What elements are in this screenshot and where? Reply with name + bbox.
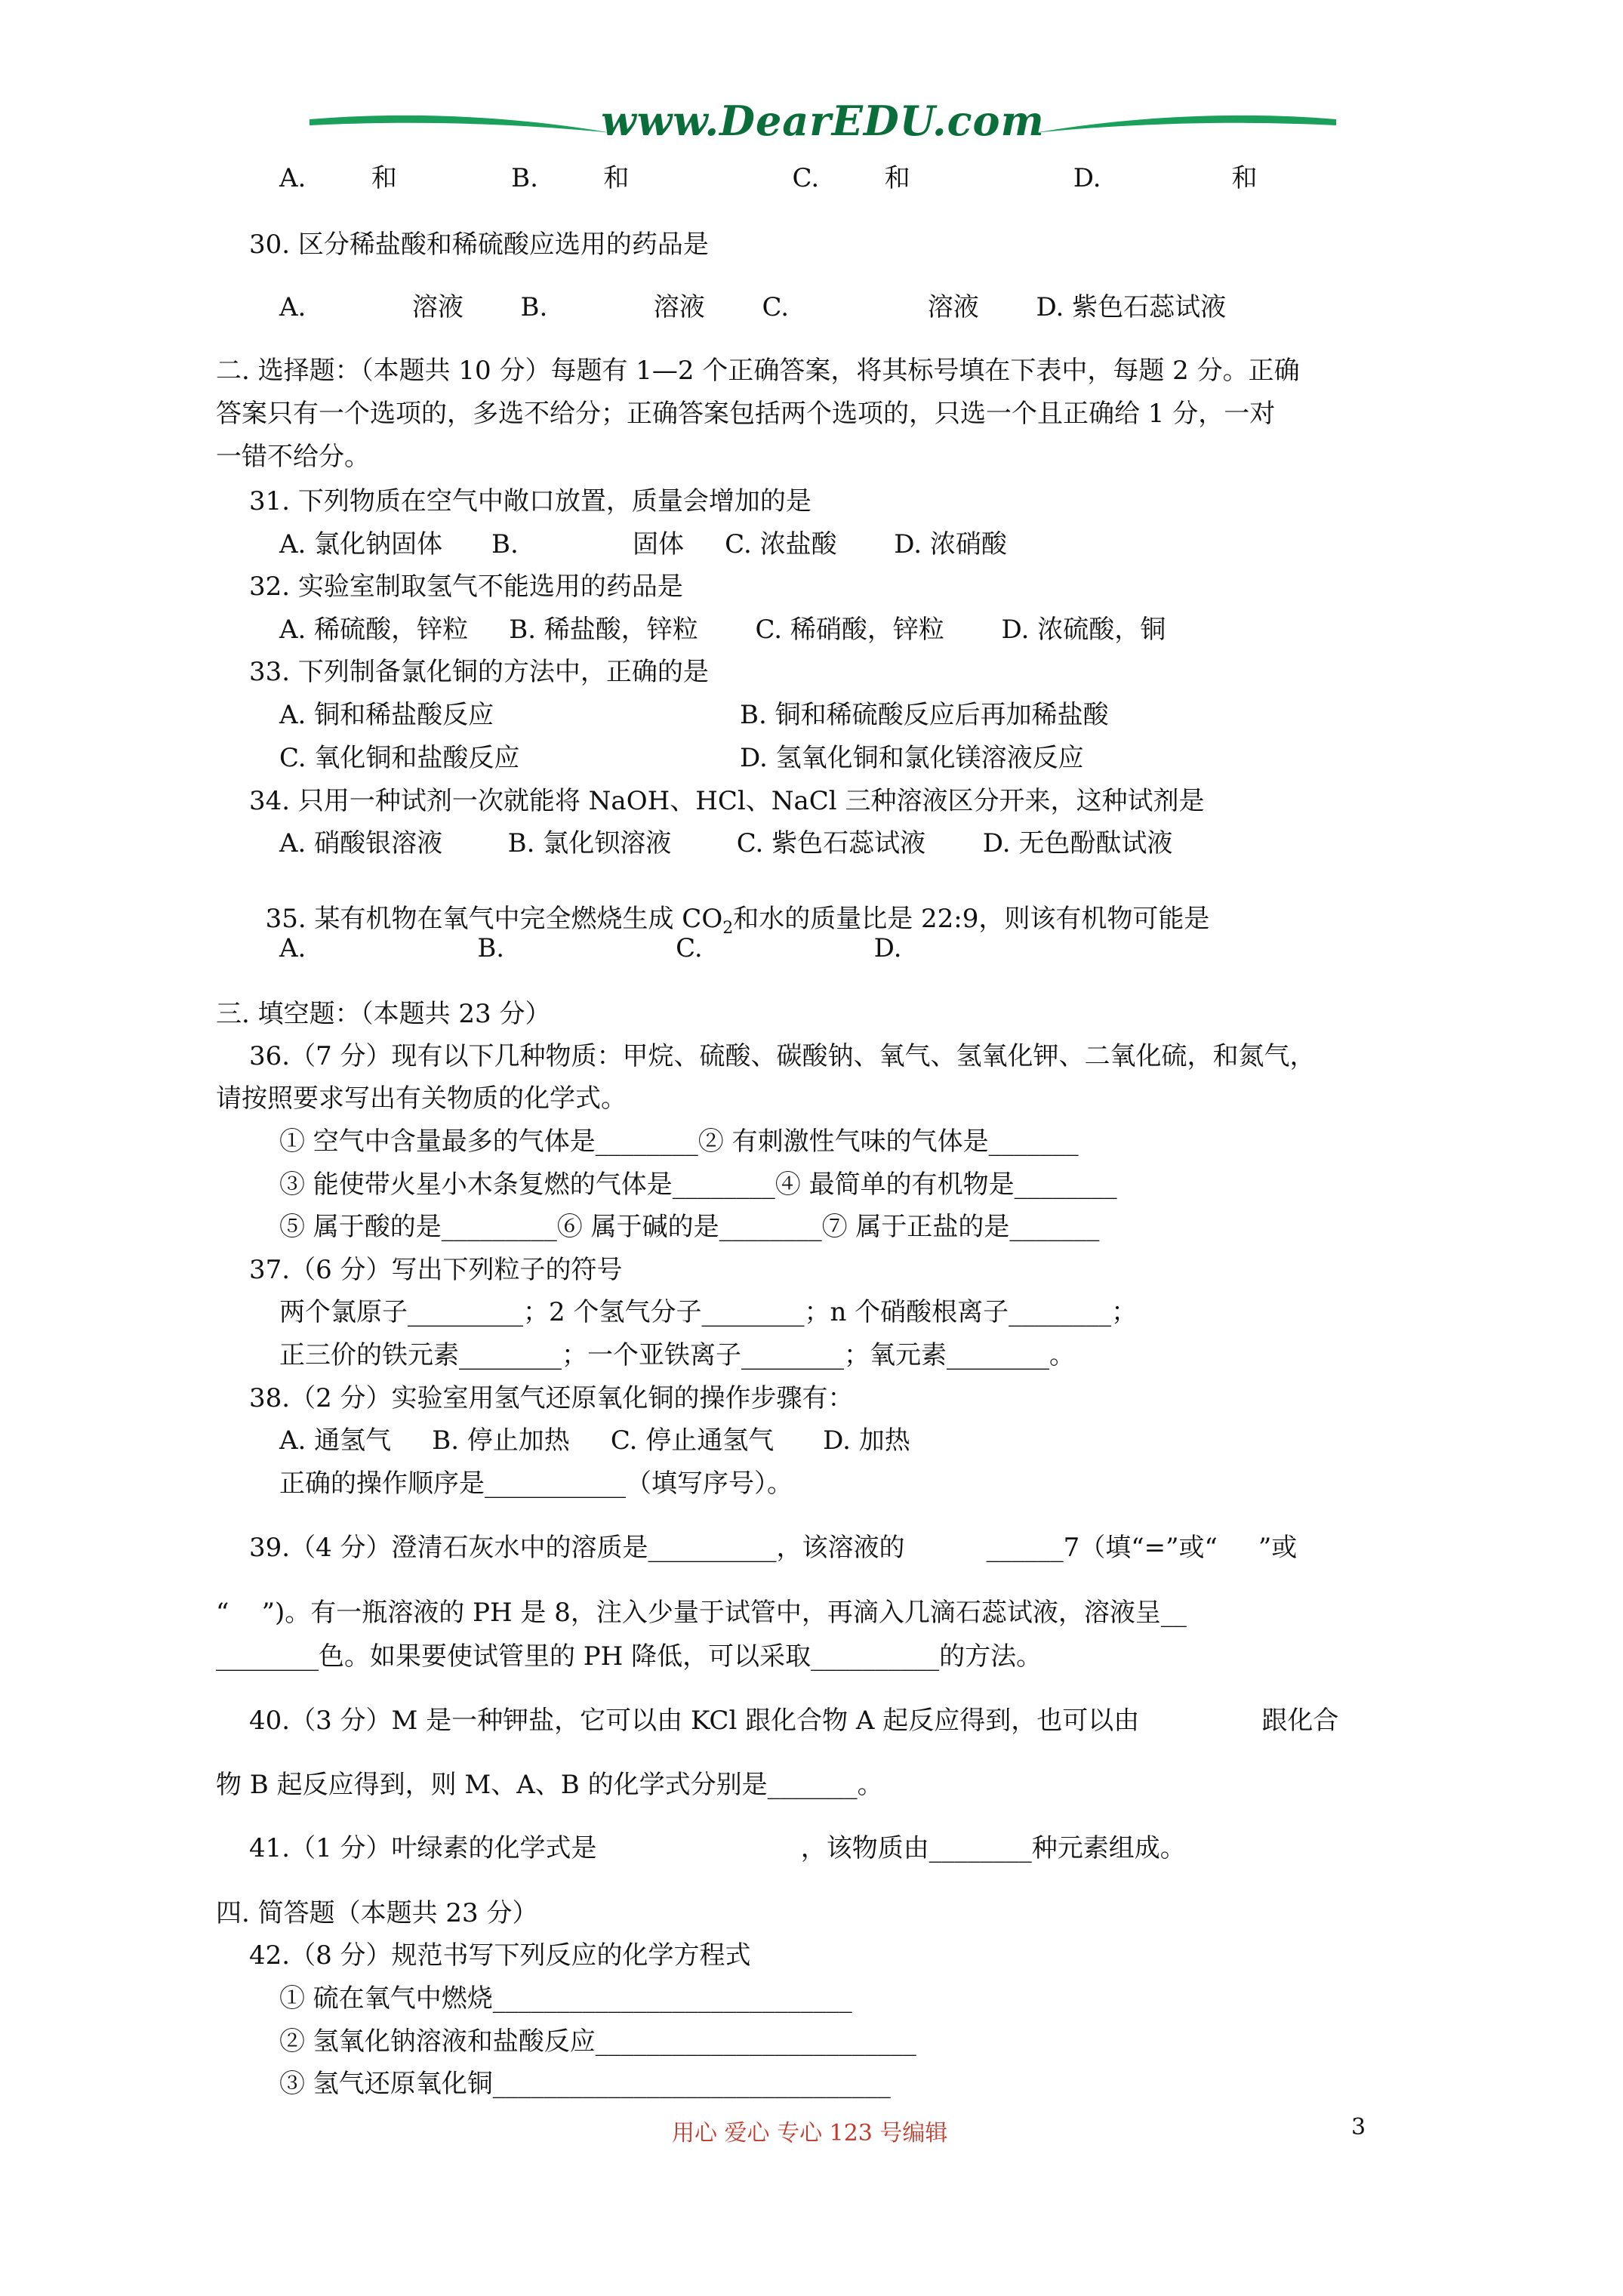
text-line-l11: 33. 下列制备氯化铜的方法中，正确的是 — [249, 657, 709, 687]
text-line-l03: A. 溶液 B. 溶液 C. 溶液 D. 紫色石蕊试液 — [279, 292, 1227, 322]
q35-subscript: 2 — [722, 918, 734, 938]
text-line-m23: ② 氢氧化钠溶液和盐酸反应_________________________ — [279, 2026, 916, 2057]
text-line-l06: 一错不给分。 — [216, 442, 370, 472]
text-line-m22: ① 硫在氧气中燃烧____________________________ — [279, 1983, 852, 2014]
text-line-m16: ________色。如果要使试管里的 PH 降低，可以采取__________的方法。 — [216, 1641, 1042, 1672]
site-logo-text: www.DearEDU.com — [601, 97, 1045, 145]
text-line-m02: 三. 填空题：（本题共 23 分） — [216, 999, 551, 1029]
text-line-m09: 两个氯原子_________；2 个氢气分子________；n 个硝酸根离子________； — [279, 1297, 1138, 1327]
text-line-m07: ⑤ 属于酸的是_________⑥ 属于碱的是________⑦ 属于正盐的是_______ — [279, 1212, 1100, 1242]
text-line-l14: C. 氧化铜和盐酸反应 — [279, 743, 520, 773]
text-line-m01: A. B. C. D. — [279, 933, 902, 963]
text-line-m12: A. 通氢气 B. 停止加热 C. 停止通氢气 D. 加热 — [279, 1425, 910, 1456]
text-line-m18: 物 B 起反应得到，则 M、A、B 的化学式分别是_______。 — [216, 1770, 883, 1800]
text-line-m13: 正确的操作顺序是___________（填写序号）。 — [279, 1469, 793, 1499]
text-line-l16: 34. 只用一种试剂一次就能将 NaOH、HCl、NaCl 三种溶液区分开来，这种试剂是 — [249, 786, 1205, 816]
text-line-l04: 二. 选择题：（本题共 10 分）每题有 1—2 个正确答案，将其标号填在下表中，每题 2 分。正确 — [216, 356, 1300, 386]
text-line-m08: 37.（6 分）写出下列粒子的符号 — [249, 1255, 623, 1285]
text-line-m03: 36.（7 分）现有以下几种物质：甲烷、硫酸、碳酸钠、氧气、氢氧化钾、二氧化硫，和氮气， — [249, 1041, 1316, 1071]
q35-after: 和水的质量比是 22:9，则该有机物可能是 — [733, 904, 1210, 934]
text-line-m24: ③ 氢气还原氧化铜_______________________________ — [279, 2069, 891, 2099]
text-line-m06: ③ 能使带火星小木条复燃的气体是________④ 最简单的有机物是________ — [279, 1170, 1117, 1200]
text-line-m20: 四. 简答题（本题共 23 分） — [216, 1898, 538, 1928]
text-line-l12: A. 铜和稀盐酸反应 — [279, 700, 494, 730]
text-line-l01: A. 和 B. 和 C. 和 D. 和 — [279, 163, 1258, 193]
page-number: 3 — [1351, 2114, 1366, 2140]
text-line-l02: 30. 区分稀盐酸和稀硫酸应选用的药品是 — [249, 230, 709, 260]
footer-center-text: 用心 爱心 专心 123 号编辑 — [672, 2120, 948, 2147]
text-line-l05: 答案只有一个选项的，多选不给分；正确答案包括两个选项的，只选一个且正确给 1 分，一对 — [216, 399, 1276, 429]
text-line-m05: ① 空气中含量最多的气体是________② 有刺激性气味的气体是_______ — [279, 1126, 1079, 1157]
text-line-l17: A. 硝酸银溶液 B. 氯化钡溶液 C. 紫色石蕊试液 D. 无色酚酞试液 — [279, 828, 1173, 858]
text-line-l07: 31. 下列物质在空气中敞口放置，质量会增加的是 — [249, 486, 812, 516]
text-line-m17: 40.（3 分）M 是一种钾盐，它可以由 KCl 跟化合物 A 起反应得到，也可以由 跟化合 — [249, 1706, 1339, 1736]
text-line-m19: 41.（1 分）叶绿素的化学式是 ，该物质由________种元素组成。 — [249, 1833, 1186, 1863]
text-line-m14: 39.（4 分）澄清石灰水中的溶质是__________，该溶液的 ______7（填“=”或“ ”或 — [249, 1533, 1298, 1563]
text-line-l08: A. 氯化钠固体 B. 固体 C. 浓盐酸 D. 浓硝酸 — [279, 529, 1007, 559]
text-line-l09: 32. 实验室制取氢气不能选用的药品是 — [249, 572, 683, 602]
site-logo — [310, 91, 1336, 151]
text-line-l15: D. 氢氧化铜和氯化镁溶液反应 — [740, 743, 1084, 773]
text-line-m11: 38.（2 分）实验室用氢气还原氧化铜的操作步骤有： — [249, 1383, 854, 1413]
text-line-m10: 正三价的铁元素________；一个亚铁离子________；氧元素________。 — [279, 1340, 1075, 1370]
text-line-l10: A. 稀硫酸，锌粒 B. 稀盐酸，锌粒 C. 稀硝酸，锌粒 D. 浓硫酸，铜 — [279, 615, 1166, 645]
text-line-m04: 请按照要求写出有关物质的化学式。 — [216, 1083, 627, 1114]
text-line-m21: 42.（8 分）规范书写下列反应的化学方程式 — [249, 1940, 751, 1971]
q35-before: 35. 某有机物在氧气中完全燃烧生成 CO — [265, 904, 723, 934]
text-line-m15: “ ”)。有一瓶溶液的 PH 是 8，注入少量于试管中，再滴入几滴石蕊试液，溶液呈__ — [216, 1598, 1187, 1628]
text-line-l13: B. 铜和稀硫酸反应后再加稀盐酸 — [740, 700, 1109, 730]
